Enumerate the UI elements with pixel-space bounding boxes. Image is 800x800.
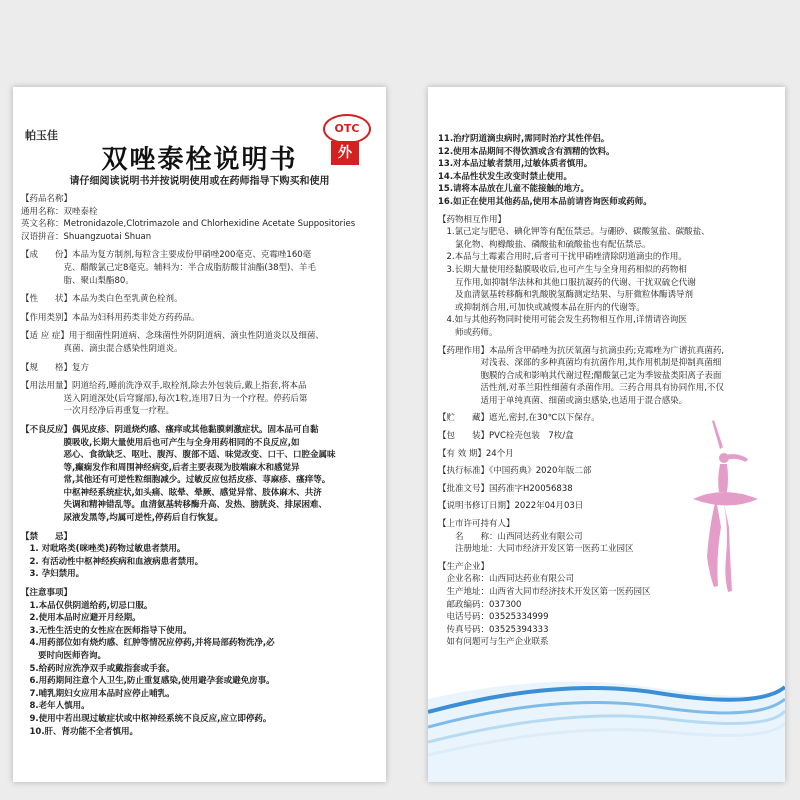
text-line: 【包 装】PVC栓壳包装 7枚/盒 (438, 431, 574, 442)
text-line: 13.对本品过敏者禁用,过敏体质者慎用。 (438, 159, 593, 170)
text-line: 企业名称：山西同达药业有限公司 (438, 574, 575, 585)
text-line: 【不良反应】偶见皮疹、阴道烧灼感、瘙痒或其他黏膜刺激症状。固本品可自黏 (21, 424, 319, 435)
text-line: 7.哺乳期妇女应用本品时应停止哺乳。 (21, 688, 175, 699)
text-line: 传真号码：03525394333 (438, 624, 549, 635)
text-line: 【作用类别】本品为妇科用药类非处方药药品。 (21, 312, 200, 323)
text-line: 名 称：山西同达药业有限公司 (438, 531, 583, 542)
page-title: 双唑泰栓说明书 (101, 145, 298, 175)
text-line: 12.使用本品期间不得饮酒或含有酒精的饮料。 (438, 146, 615, 157)
text-line: 1. 对吡咯类(咪唑类)药物过敏患者禁用。 (21, 544, 186, 555)
left-page (13, 87, 386, 782)
text-line: 【生产企业】 (438, 561, 490, 572)
text-line: 真菌、滴虫混合感染性阴道炎。 (21, 343, 183, 354)
text-line: 师或药师。 (438, 327, 498, 338)
text-line: 【规 格】复方 (21, 362, 90, 373)
text-line: 1.氯己定与肥皂、碘化钾等有配伍禁忌。与硼砂、碳酸氢盐、碳酸盐、 (438, 227, 710, 238)
text-line: 1.本品仅供阴道给药,切忌口服。 (21, 600, 153, 611)
text-line: 尿液发黑等,均属可逆性,停药后自行恢复。 (21, 513, 223, 524)
text-line: 英文名称：Metronidazole,Clotrimazole and Chlorhexidine Acetate Suppositories (21, 219, 356, 230)
text-line: 脂、聚山梨酯80。 (21, 275, 134, 286)
text-line: 克、醋酸氯己定8毫克。辅料为：半合成脂肪酸甘油酯(38型)、羊毛 (21, 262, 316, 273)
text-line: 3.无性生活史的女性应在医师指导下使用。 (21, 625, 192, 636)
text-line: 对浅表、深部的多种真菌均有抗菌作用,其作用机制是抑制真菌细 (438, 358, 722, 369)
text-line: 活性剂,对革兰阳性细菌有杀菌作用。三药合用具有协同作用,不仅 (438, 383, 724, 394)
text-line: 15.请将本品放在儿童不能接触的地方。 (438, 184, 590, 195)
text-line: 失调和精神错乱等。血清氨基转移酶升高、发热、膀胱炎、排尿困难、 (21, 500, 328, 511)
wave-decoration (428, 87, 785, 782)
text-line: 电话号码：03525334999 (438, 612, 549, 623)
text-line: 要时向医师咨询。 (21, 651, 107, 661)
text-line: 【执行标准】《中国药典》2020年版二部 (438, 466, 592, 477)
text-line: 【性 状】本品为类白色至乳黄色栓剂。 (21, 294, 183, 305)
otc-badge: OTC (323, 114, 371, 144)
text-line: 6.用药期间注意个人卫生,防止重复感染,使用避孕套或避免房事。 (21, 676, 275, 687)
text-line: 恶心、食欲缺乏、呕吐、腹泻、腹部不适、味觉改变、口干、口腔金属味 (21, 450, 336, 461)
text-line: 10.肝、肾功能不全者慎用。 (21, 726, 139, 737)
text-line: 【药理作用】本品所含甲硝唑为抗厌氧菌与抗滴虫药;克霉唑为广谱抗真菌药, (438, 345, 725, 356)
text-line: 【批准文号】国药准字H20056838 (438, 483, 573, 494)
text-line: 【有 效 期】24个月 (438, 448, 514, 459)
text-line: 2. 有活动性中枢神经疾病和血液病患者禁用。 (21, 556, 204, 567)
text-line: 3.长期大量使用经黏膜吸收后,也可产生与全身用药相似的药物相 (438, 264, 687, 275)
brand-logo: 帕玉佳 (25, 129, 58, 142)
external-use-badge: 外 (331, 141, 359, 165)
text-line: 2.本品与土霉素合用时,后者可干扰甲硝唑清除阴道滴虫的作用。 (438, 252, 687, 263)
text-line: 适用于单纯真菌、细菌或滴虫感染,也适用于混合感染。 (438, 395, 688, 406)
text-line: 【说明书修订日期】2022年04月03日 (438, 501, 584, 512)
text-line: 常,其他还有可逆性粒细胞减少。过敏反应包括皮疹、荨麻疹、瘙痒等。 (21, 475, 331, 486)
text-line: 膜吸收,长期大量使用后也可产生与全身用药相同的不良反应,如 (21, 437, 300, 448)
text-line: 【贮 藏】遮光,密封,在30℃以下保存。 (438, 413, 600, 424)
text-line: 一次月经净后再重复一疗程。 (21, 406, 175, 417)
text-line: 【适 应 症】用于细菌性阴道病、念珠菌性外阴阴道病、滴虫性阴道炎以及细菌、 (21, 331, 324, 342)
text-line: 等,癫痫发作和周围神经病变,后者主要表现为肢端麻木和感觉异 (21, 462, 300, 473)
text-line: 胞膜的合成和影响其代谢过程;醋酸氯己定为季铵盐类阳离子表面 (438, 370, 722, 381)
left-content (21, 193, 376, 738)
text-line: 【禁 忌】 (21, 531, 73, 542)
text-line: 【成 份】本品为复方制剂,每粒含主要成份甲硝唑200毫克、克霉唑160毫 (21, 250, 312, 261)
text-line: 4.用药部位如有烧灼感、红肿等情况应停药,并将局部药物洗净,必 (21, 638, 275, 649)
text-line: 【注意事项】 (21, 588, 73, 599)
text-line: 互作用,如抑制华法林和其他口服抗凝药的代谢、干扰双硫仑代谢 (438, 277, 696, 288)
text-line: 或抑制剂合用,可加快或减慢本品在肝内的代谢等。 (438, 302, 645, 313)
text-line: 及血清氨基转移酶和乳酸脱氢酶测定结果、与肝微粒体酶诱导剂 (438, 290, 694, 301)
text-line: 5.给药时应洗净双手或戴指套或手套。 (21, 663, 175, 674)
text-line: 【用法用量】阴道给药,睡前洗净双手,取栓剂,除去外包装后,戴上指套,将本品 (21, 381, 307, 392)
text-line: 【药品名称】 (21, 194, 73, 204)
text-line: 14.本品性状发生改变时禁止使用。 (438, 171, 573, 182)
text-line: 汉语拼音：Shuangzuotai Shuan (21, 231, 152, 242)
text-line: 氯化物、枸橼酸盐、磷酸盐和硫酸盐也有配伍禁忌。 (438, 239, 651, 250)
text-line: 如有问题可与生产企业联系 (438, 637, 549, 648)
text-line: 4.如与其他药物同时使用可能会发生药物相互作用,详情请咨询医 (438, 315, 687, 326)
text-line: 9.使用中若出现过敏症状或中枢神经系统不良反应,应立即停药。 (21, 713, 272, 724)
text-line: 通用名称：双唑泰栓 (21, 206, 98, 217)
usage-warning: 请仔细阅读说明书并按说明使用或在药师指导下购买和使用 (69, 176, 330, 187)
text-line: 【上市许可持有人】 (438, 519, 515, 530)
text-line: 注册地址：大同市经济开发区第一医药工业园区 (438, 544, 634, 555)
text-line: 送入阴道深处(后穹窿部),每次1粒,连用7日为一个疗程。停药后第 (21, 393, 308, 404)
text-line: 2.使用本品时应避开月经期。 (21, 613, 141, 624)
text-line: 3. 孕妇禁用。 (21, 569, 85, 580)
text-line: 中枢神经系统症状,如头痛、眩晕、晕厥、感觉异常、肢体麻木、共济 (21, 487, 322, 498)
text-line: 邮政编码：037300 (438, 599, 522, 610)
text-line: 生产地址：山西省大同市经济技术开发区第一医药园区 (438, 587, 651, 597)
text-line: 11.治疗阴道滴虫病时,需同时治疗其性伴侣。 (438, 134, 610, 144)
text-line: 【药物相互作用】 (438, 214, 507, 225)
text-line: 16.如正在使用其他药品,使用本品前请咨询医师或药师。 (438, 196, 652, 207)
text-line: 8.老年人慎用。 (21, 701, 90, 712)
right-page (428, 87, 785, 782)
